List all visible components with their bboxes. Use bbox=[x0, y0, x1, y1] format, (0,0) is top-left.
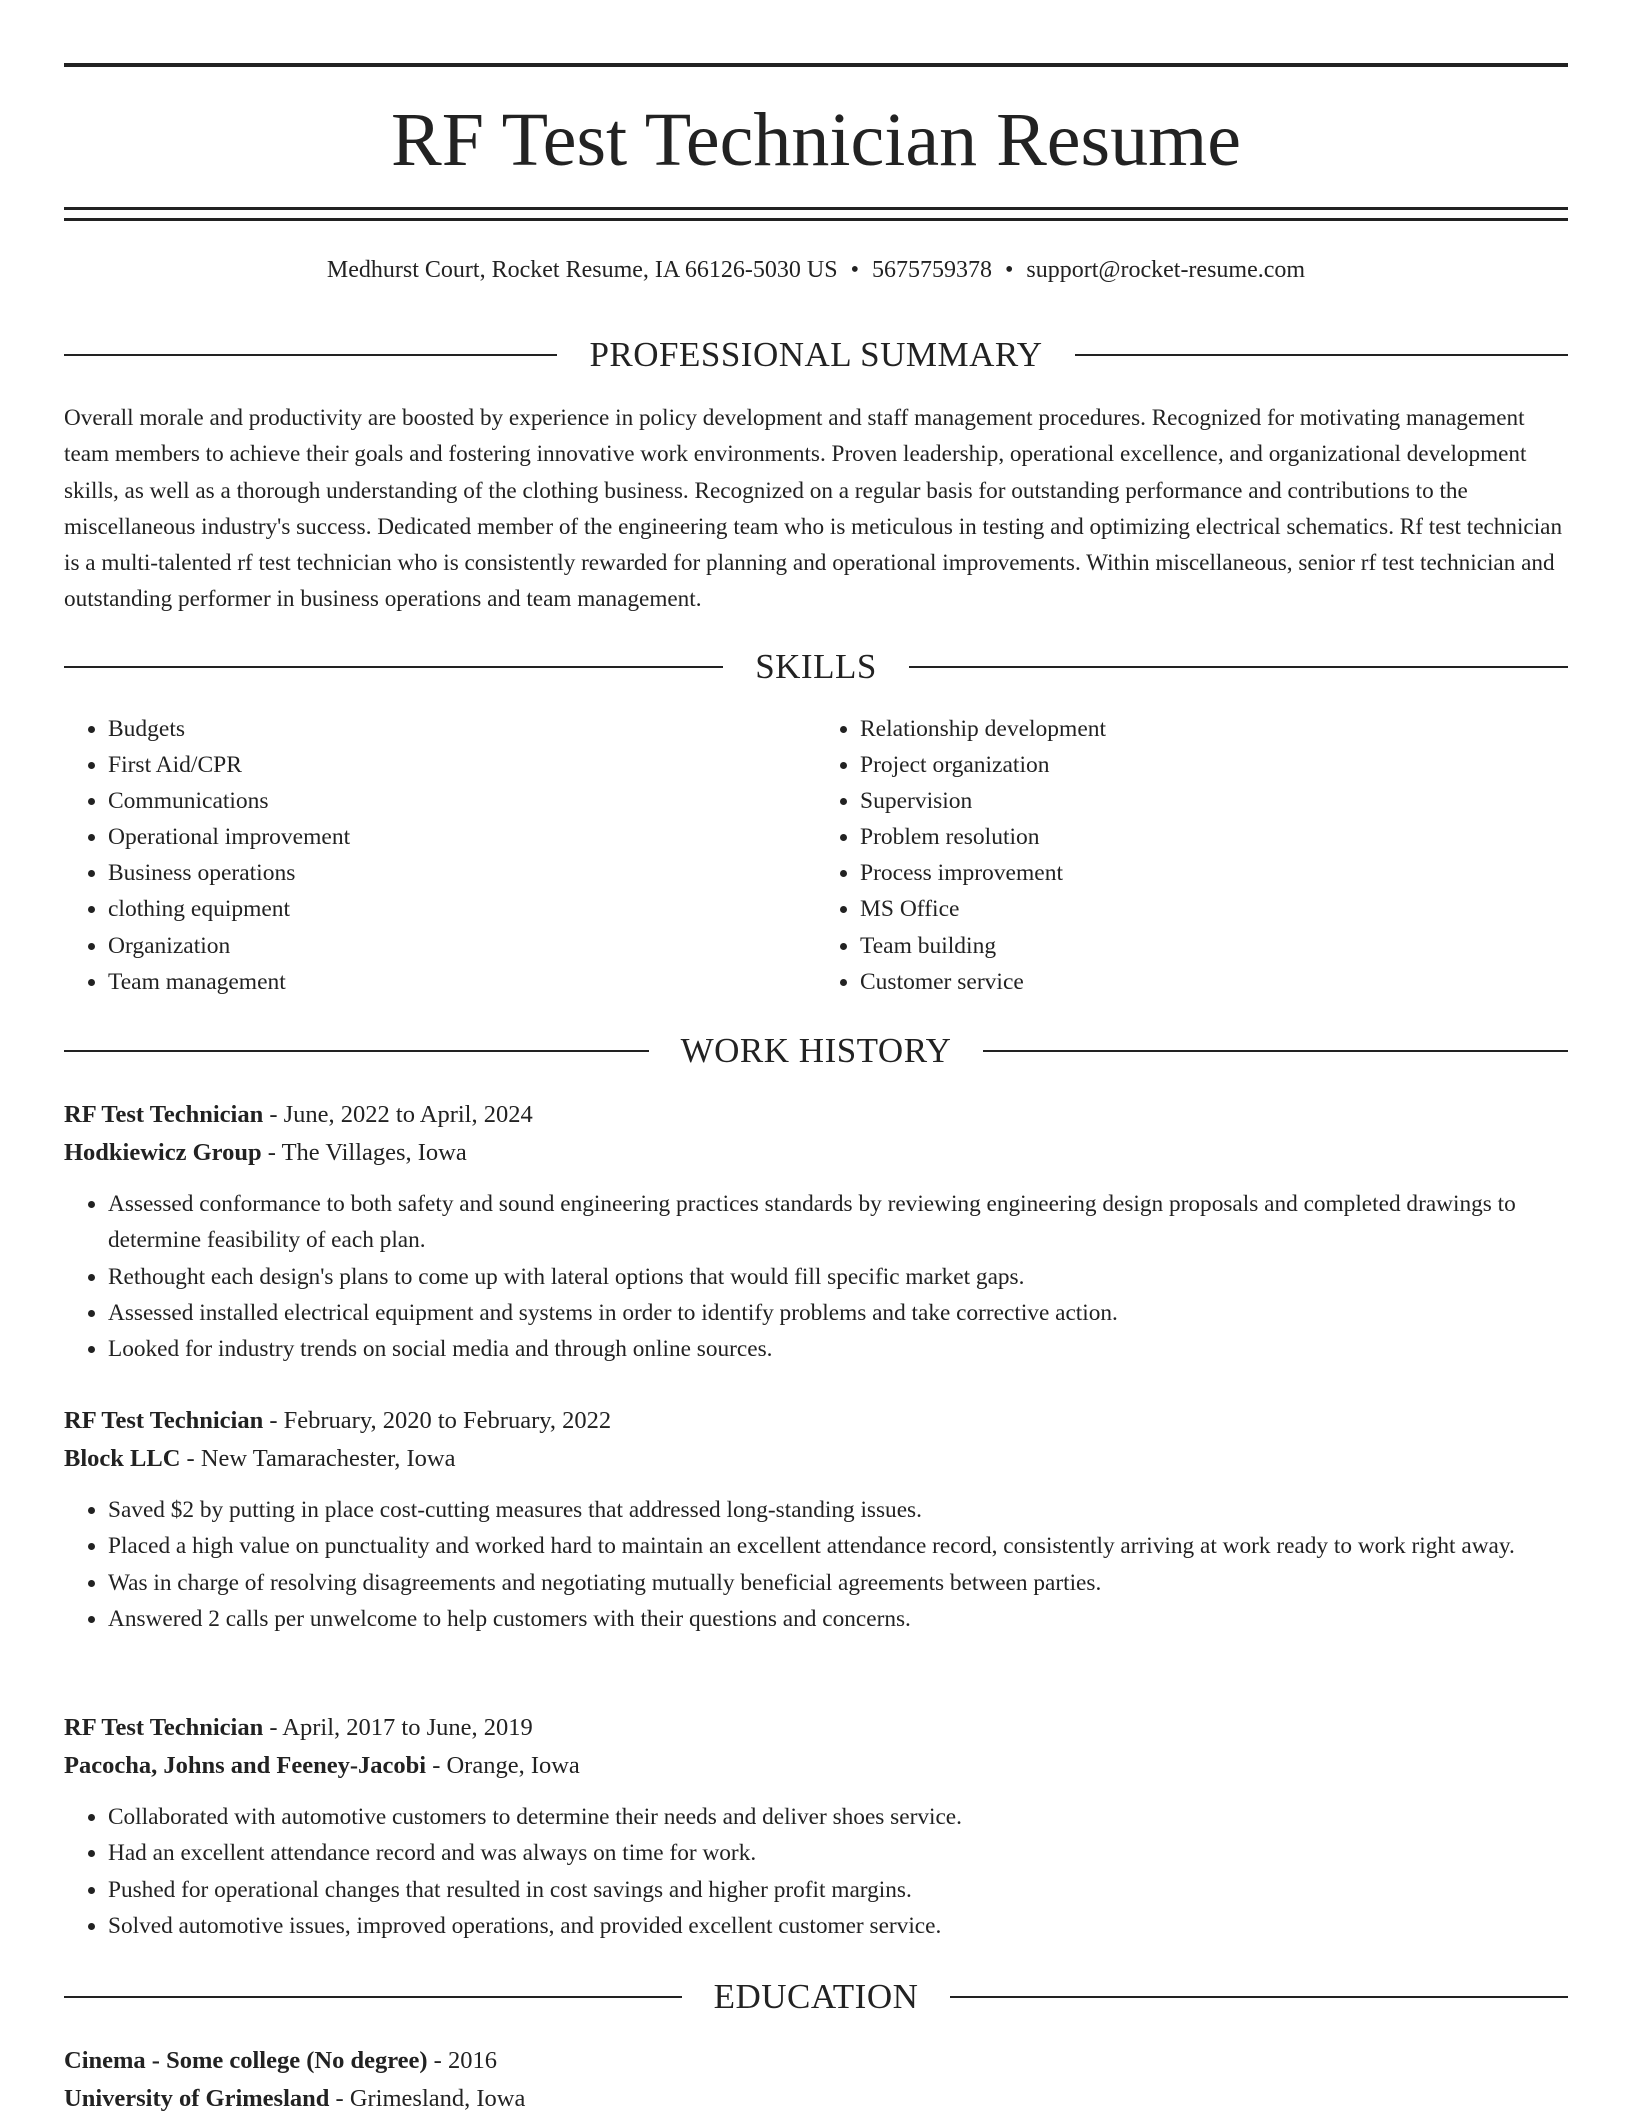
job-bullets bbox=[64, 1492, 1568, 1637]
skill-item: • Process improvement bbox=[860, 855, 1568, 891]
section-heading-education bbox=[64, 1977, 1568, 2017]
section-title: SKILLS bbox=[755, 647, 877, 686]
skill-item: • Budgets bbox=[108, 711, 816, 747]
job-bullet: • Saved $2 by putting in place cost-cutting measures that addressed long-standing issues. bbox=[108, 1492, 1568, 1528]
education-year: - 2016 bbox=[427, 2047, 497, 2074]
skill-item: • Supervision bbox=[860, 783, 1568, 819]
section-title: PROFESSIONAL SUMMARY bbox=[589, 335, 1043, 374]
education-school-line bbox=[64, 2080, 1568, 2118]
skill-item: • Business operations bbox=[108, 855, 816, 891]
job-title: RF Test Technician bbox=[64, 1101, 264, 1128]
heading-rule bbox=[1075, 354, 1568, 356]
heading-rule bbox=[64, 354, 557, 356]
job-entry bbox=[64, 1402, 1568, 1637]
job-dates: - April, 2017 to June, 2019 bbox=[263, 1714, 533, 1741]
heading-rule bbox=[909, 666, 1568, 668]
section-heading-summary bbox=[64, 335, 1568, 375]
skill-item: • clothing equipment bbox=[108, 891, 816, 927]
job-company-line bbox=[64, 1747, 1568, 1785]
job-title-line bbox=[64, 1709, 1568, 1747]
heading-rule bbox=[64, 1050, 649, 1052]
heading-rule bbox=[64, 666, 723, 668]
job-company: Pacocha, Johns and Feeney-Jacobi bbox=[64, 1752, 427, 1779]
job-bullets bbox=[64, 1186, 1568, 1367]
job-dates: - February, 2020 to February, 2022 bbox=[263, 1407, 612, 1434]
education-location: - Grimesland, Iowa bbox=[329, 2085, 526, 2112]
education-entry bbox=[64, 2042, 1568, 2118]
job-bullet: • Pushed for operational changes that resulted in cost savings and higher profit margins. bbox=[108, 1872, 1568, 1908]
heading-rule bbox=[950, 1996, 1568, 1998]
job-bullet: • Assessed conformance to both safety and sound engineering practices standards by reviewing engineering design proposals and completed drawings to determine feasibility of each plan. bbox=[108, 1186, 1568, 1259]
contact-separator: • bbox=[1004, 257, 1014, 283]
job-bullet: • Was in charge of resolving disagreements and negotiating mutually beneficial agreements between parties. bbox=[108, 1565, 1568, 1601]
skill-item: • Operational improvement bbox=[108, 819, 816, 855]
job-location: - The Villages, Iowa bbox=[261, 1139, 467, 1166]
page-title: RF Test Technician Resume bbox=[391, 98, 1241, 182]
education-degree-line bbox=[64, 2042, 1568, 2080]
job-company-line bbox=[64, 1440, 1568, 1478]
job-entry bbox=[64, 1096, 1568, 1367]
job-bullet: • Rethought each design's plans to come up with lateral options that would fill specific market gaps. bbox=[108, 1259, 1568, 1295]
job-company: Block LLC bbox=[64, 1445, 181, 1472]
skills-column-right bbox=[816, 711, 1568, 1000]
section-heading-work-history bbox=[64, 1031, 1568, 1071]
job-company-line bbox=[64, 1134, 1568, 1172]
job-bullets bbox=[64, 1799, 1568, 1944]
job-company: Hodkiewicz Group bbox=[64, 1139, 262, 1166]
heading-rule bbox=[64, 1996, 682, 1998]
contact-email: support@rocket-resume.com bbox=[1026, 257, 1306, 283]
job-bullet: • Assessed installed electrical equipment and systems in order to identify problems and take corrective action. bbox=[108, 1295, 1568, 1331]
job-bullet: • Answered 2 calls per unwelcome to help customers with their questions and concerns. bbox=[108, 1601, 1568, 1637]
job-title: RF Test Technician bbox=[64, 1714, 264, 1741]
job-location: - New Tamarachester, Iowa bbox=[180, 1445, 456, 1472]
job-dates: - June, 2022 to April, 2024 bbox=[263, 1101, 533, 1128]
skill-item: • Project organization bbox=[860, 747, 1568, 783]
job-bullet: • Had an excellent attendance record and was always on time for work. bbox=[108, 1835, 1568, 1871]
contact-line bbox=[64, 254, 1568, 286]
job-bullet: • Collaborated with automotive customers to determine their needs and deliver shoes service. bbox=[108, 1799, 1568, 1835]
job-entry bbox=[64, 1709, 1568, 1944]
contact-separator: • bbox=[850, 257, 859, 283]
skill-item: • MS Office bbox=[860, 891, 1568, 927]
contact-address: Medhurst Court, Rocket Resume, IA 66126-5030 US bbox=[326, 257, 838, 283]
top-rule bbox=[64, 63, 1568, 67]
skill-item: • Problem resolution bbox=[860, 819, 1568, 855]
section-title: EDUCATION bbox=[713, 1977, 919, 2016]
title-double-rule bbox=[64, 207, 1568, 221]
job-bullet: • Placed a high value on punctuality and worked hard to maintain an excellent attendance record, consistently arriving at work ready to work right away. bbox=[108, 1528, 1568, 1564]
section-heading-skills bbox=[64, 647, 1568, 687]
education-degree: Cinema - Some college (No degree) bbox=[64, 2047, 428, 2074]
skill-item: • Team management bbox=[108, 964, 816, 1000]
skill-item: • Communications bbox=[108, 783, 816, 819]
contact-phone: 5675759378 bbox=[871, 257, 992, 283]
job-bullet: • Solved automotive issues, improved operations, and provided excellent customer service. bbox=[108, 1908, 1568, 1944]
summary-paragraph: Overall morale and productivity are boosted by experience in policy development and staff management procedures. Recognized for motivating management team members to achieve their goals and fostering innovative work environments. Proven leadership, operational excellence, and organizational development skills, as well as a thorough understanding of the clothing business. Recognized on a regular basis for outstanding performance and contributions to the miscellaneous industry's success. Dedicated member of the engineering team who is meticulous in testing and optimizing electrical schematics. Rf test technician is a multi-talented rf test technician who is consistently rewarded for planning and operational improvements. Within miscellaneous, senior rf test technician and outstanding performer in business operations and team management. bbox=[64, 405, 1563, 613]
heading-rule bbox=[983, 1050, 1568, 1052]
skill-item: • First Aid/CPR bbox=[108, 747, 816, 783]
job-title: RF Test Technician bbox=[64, 1407, 264, 1434]
job-location: - Orange, Iowa bbox=[426, 1752, 580, 1779]
skill-item: • Team building bbox=[860, 928, 1568, 964]
section-title: WORK HISTORY bbox=[680, 1031, 952, 1070]
skill-item: • Customer service bbox=[860, 964, 1568, 1000]
skill-item: • Organization bbox=[108, 928, 816, 964]
skills-column-left bbox=[64, 711, 816, 1000]
job-bullet: • Looked for industry trends on social media and through online sources. bbox=[108, 1331, 1568, 1367]
education-school: University of Grimesland bbox=[64, 2085, 330, 2112]
skills-list bbox=[64, 711, 1568, 1000]
job-title-line bbox=[64, 1096, 1568, 1134]
job-title-line bbox=[64, 1402, 1568, 1440]
skill-item: • Relationship development bbox=[860, 711, 1568, 747]
